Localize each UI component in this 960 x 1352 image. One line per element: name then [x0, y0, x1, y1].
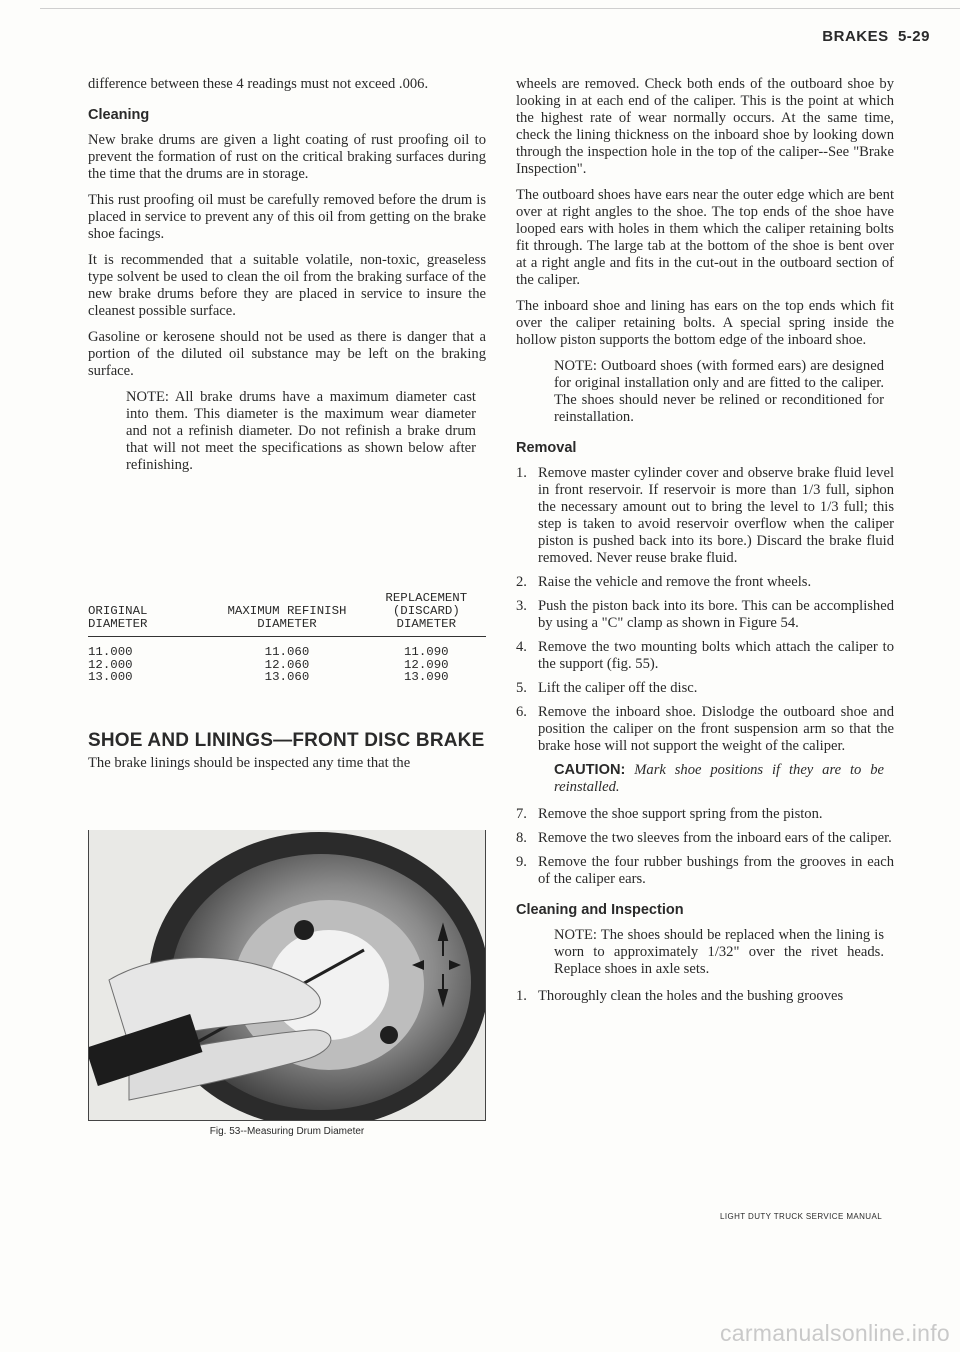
shoe-paragraph: The brake linings should be inspected any time that the: [88, 755, 411, 771]
list-item: 6. Remove the inboard shoe. Dislodge the outboard shoe and position the caliper on the front suspension arm so that the brake hose will not support the weight of the caliper.: [516, 704, 894, 754]
list-item: 5. Lift the caliper off the disc.: [516, 680, 698, 696]
cleaning-paragraph-3: It is recommended that a suitable volatile, non-toxic, greaseless type solvent be used to clean the oil from the braking surface of the new brake drums before they are placed in service to insure the cleanest possible surface.: [88, 252, 486, 319]
table-row: [88, 637, 486, 659]
table-cell: 11.060: [264, 645, 310, 659]
cleaning-paragraph-4: Gasoline or kerosene should not be used as there is danger that a portion of the diluted oil substance may be left on the braking surface.: [88, 329, 486, 379]
list-item: 2. Raise the vehicle and remove the front wheels.: [516, 574, 812, 590]
table-cell: 11.090: [403, 645, 449, 659]
drum-note: NOTE: All brake drums have a maximum diameter cast into them. This diameter is the maximum wear diameter and not a refinish diameter. Do not refinish a brake drum that will not meet the specifications as shown below after refinishing.: [126, 389, 476, 473]
list-item: 3. Push the piston back into its bore. This can be accomplished by using a "C" clamp as shown in Figure 54.: [516, 598, 894, 631]
table-cell: 11.000: [88, 645, 133, 659]
list-item: 9. Remove the four rubber bushings from the grooves in each of the caliper ears.: [516, 854, 894, 887]
header-replacement: REPLACEMENT (DISCARD) DIAMETER: [367, 592, 486, 637]
list-item: 7. Remove the shoe support spring from the piston.: [516, 806, 823, 822]
drum-photo-illustration: [89, 830, 485, 1120]
page-footer: LIGHT DUTY TRUCK SERVICE MANUAL: [720, 1212, 883, 1221]
drum-spec-table: [88, 592, 486, 684]
figure-caption: Fig. 53--Measuring Drum Diameter: [209, 1126, 365, 1137]
table-cell: 12.060: [264, 657, 310, 672]
removal-steps: [516, 465, 894, 755]
removal-steps-continued: [516, 806, 894, 888]
shoe-section: [88, 732, 486, 781]
left-column: [88, 76, 486, 484]
table-row: [88, 671, 486, 684]
cleaning-paragraph-2: This rust proofing oil must be carefully removed before the drum is placed in service to prevent any of this oil from getting on the brake shoe facings.: [88, 192, 486, 242]
inspection-paragraph-1: wheels are removed. Check both ends of the outboard shoe by looking in at each end of the caliper. This is the point at which the highest rate of wear normally occurs. At the same time, check the lining thickness on the inboard shoe by looking down through the inspection hole in the top of the caliper--See "Brake Inspection".: [516, 76, 894, 177]
header-max-refinish: MAXIMUM REFINISH DIAMETER: [207, 592, 366, 637]
list-item: 1. Remove master cylinder cover and observe brake fluid level in front reservoir. If reservoir is more than 1/3 full, siphon the necessary amount out to bring the level to 1/3 full; this step is taken to avoid reservoir overflow when the caliper piston is pushed back into its bore.) Discard the brake fluid removed. Never reuse brake fluid.: [516, 465, 894, 566]
table-cell: 13.090: [403, 670, 449, 684]
top-rule: [40, 8, 960, 9]
list-item: 8. Remove the two sleeves from the inboard ears of the caliper.: [516, 830, 892, 846]
cleaning-heading: Cleaning: [88, 107, 150, 123]
lining-wear-note: NOTE: The shoes should be replaced when the lining is worn to approximately 1/32" over the rivet heads. Replace shoes in axle sets.: [554, 927, 884, 977]
inspection-paragraph-3: The inboard shoe and lining has ears on the top ends which fit over the caliper retaining bolts. A special spring inside the hollow piston supports the bottom edge of the inboard shoe.: [516, 298, 894, 348]
caution-note: [554, 762, 884, 796]
table-cell: 12.090: [403, 657, 449, 672]
outboard-shoe-note: NOTE: Outboard shoes (with formed ears) are designed for original installation only and are fitted to the caliper. The shoes should never be relined or reconditioned for reinstallation.: [554, 358, 884, 425]
table-cell: 13.060: [264, 670, 310, 684]
page-number: 5-29: [897, 28, 930, 45]
shoe-heading: SHOE AND LININGS—FRONT DISC BRAKE: [88, 730, 485, 751]
table-header-row: [88, 592, 486, 637]
intro-paragraph: difference between these 4 readings must not exceed .006.: [88, 76, 429, 92]
cleaning-inspection-heading: Cleaning and Inspection: [516, 902, 684, 918]
caution-label: CAUTION:: [554, 762, 626, 778]
table-cell: 13.000: [88, 670, 133, 684]
caution-text: Mark shoe positions if they are to be reinstalled.: [554, 762, 884, 795]
header-original: ORIGINAL DIAMETER: [88, 592, 207, 637]
section-title: BRAKES: [822, 28, 889, 45]
page-header: [820, 28, 930, 45]
right-column: [516, 76, 894, 1012]
cleaning-paragraph-1: New brake drums are given a light coating of rust proofing oil to prevent the formation of rust on the critical braking surfaces during the time that the drums are in storage.: [88, 132, 486, 182]
table-cell: 12.000: [88, 657, 133, 672]
removal-heading: Removal: [516, 440, 577, 456]
figure-drum-measuring: [88, 830, 486, 1121]
list-item: 4. Remove the two mounting bolts which attach the caliper to the support (fig. 55).: [516, 639, 894, 672]
inspection-paragraph-2: The outboard shoes have ears near the outer edge which are bent over at right angles to the shoe. The top ends of the shoe have looped ears with holes in them which the caliper retaining bolts fit through. The large tab at the bottom of the shoe is bent over at a right angle and fits in the cut-out in the outboard section of the caliper.: [516, 187, 894, 288]
watermark: carmanualsonline.info: [719, 1320, 950, 1346]
list-item: 1. Thoroughly clean the holes and the bushing grooves: [516, 988, 844, 1004]
cleaning-steps: [516, 988, 894, 1005]
